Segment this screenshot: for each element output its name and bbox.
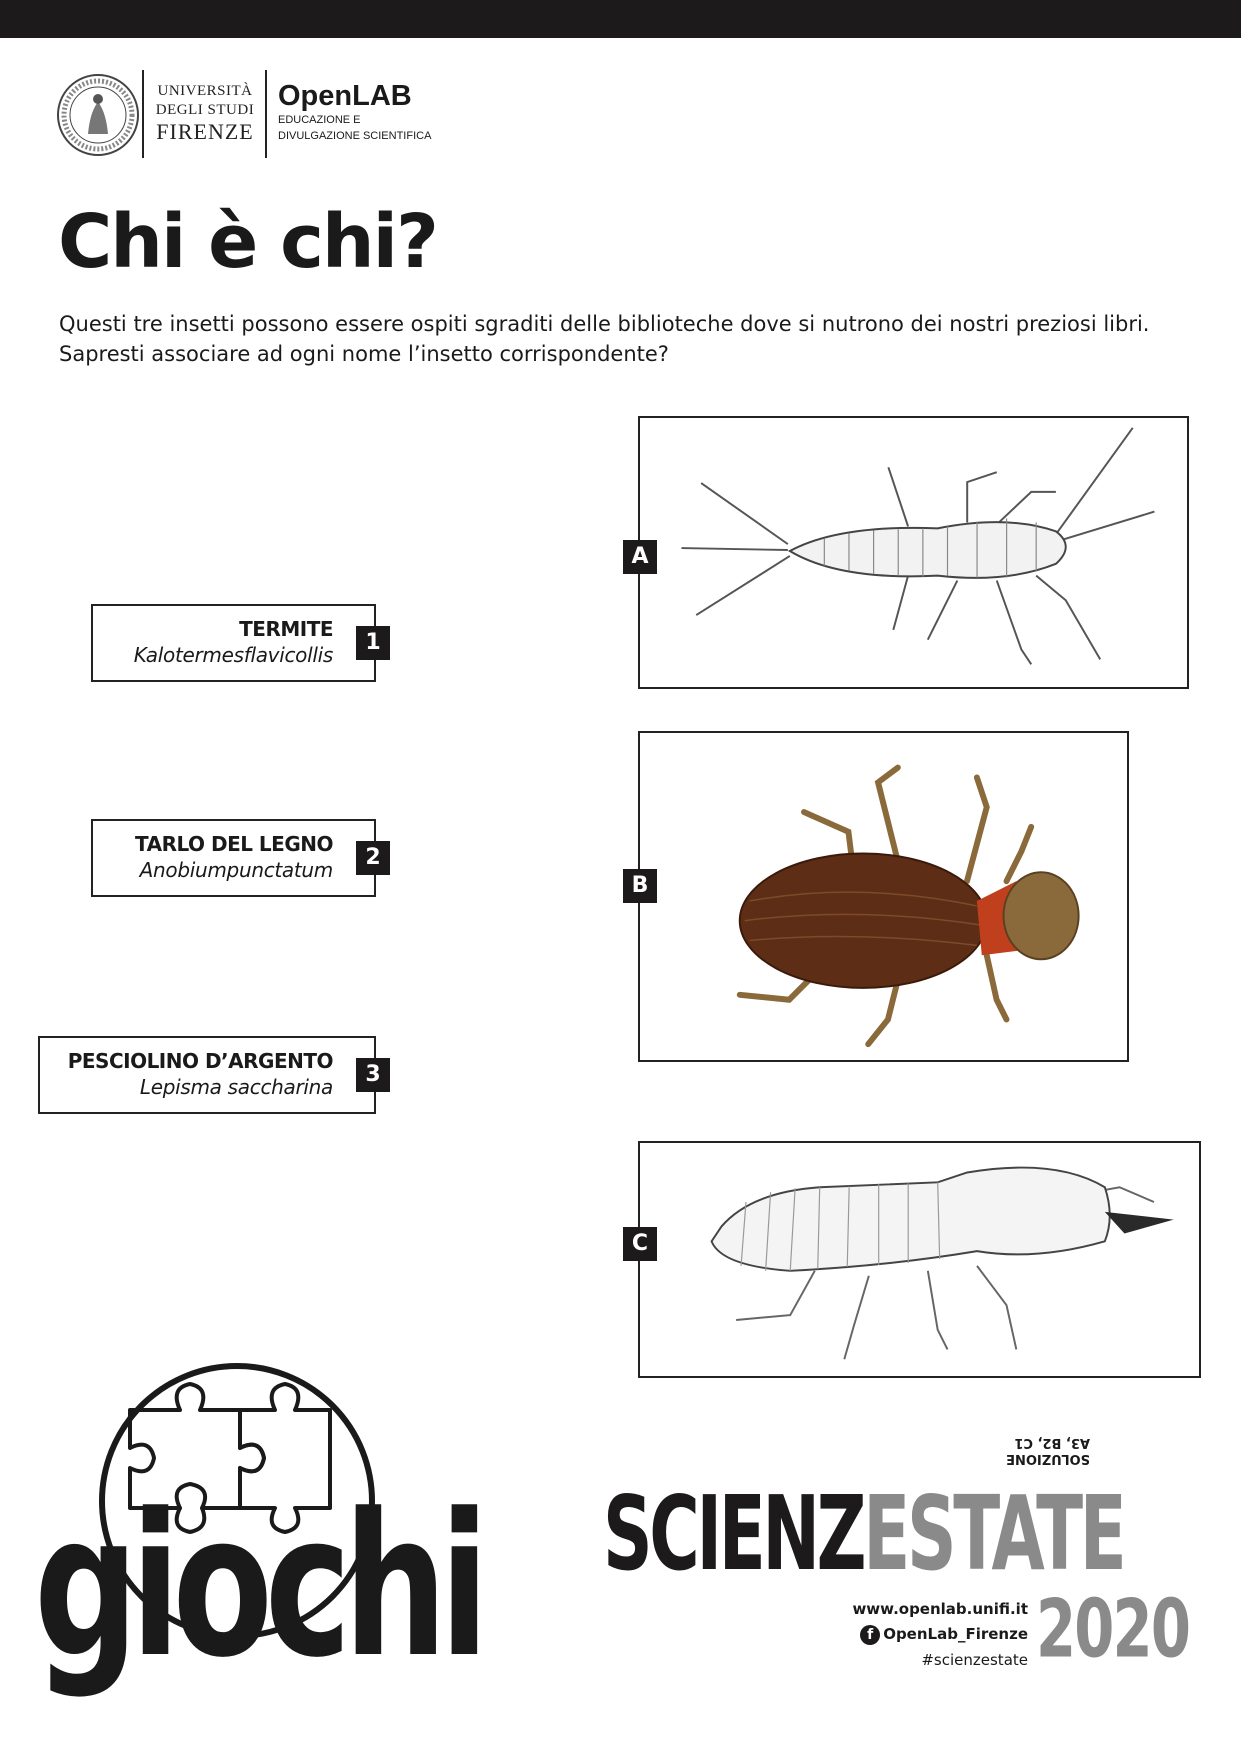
university-name [153, 84, 257, 143]
year: 2020 [1036, 1583, 1190, 1677]
number-badge: 3 [356, 1058, 390, 1092]
letter-badge: A [623, 540, 657, 574]
intro-text [59, 309, 1199, 369]
games-logo-text: giochi [34, 1471, 482, 1702]
openlab-subtitle-1: EDUCAZIONE E [278, 114, 361, 126]
picture-frame-c [631, 1141, 1201, 1378]
university-line-2: DEGLI STUDI [155, 102, 255, 118]
name-box-1 [91, 604, 381, 682]
name-box-2 [91, 819, 381, 897]
header-divider [142, 70, 144, 158]
facebook-handle: OpenLab_Firenze [883, 1625, 1028, 1643]
number-badge: 2 [356, 841, 390, 875]
brand-part-1: SCIENZ [603, 1475, 864, 1594]
scienzestate-logo [603, 1475, 1124, 1594]
solution-upside-down [1006, 1434, 1090, 1466]
solution-heading: SOLUZIONE [1006, 1451, 1090, 1466]
common-name: TARLO DEL LEGNO [135, 832, 333, 856]
university-line-3: FIRENZE [156, 119, 254, 144]
openlab-subtitle-2: DIVULGAZIONE SCIENTIFICA [278, 130, 432, 142]
number-badge: 1 [356, 626, 390, 660]
university-seal-icon [55, 72, 141, 158]
facebook-link[interactable] [852, 1621, 1028, 1647]
common-name: TERMITE [239, 617, 333, 641]
picture-frame-a [631, 416, 1189, 689]
name-box-3 [38, 1036, 381, 1114]
brand-part-2: ESTATE [863, 1475, 1124, 1594]
intro-line-2: Sapresti associare ad ogni nome l’insetto corrispondente? [59, 342, 669, 366]
contacts [852, 1597, 1028, 1673]
scientific-name: Anobiumpunctatum [139, 858, 333, 882]
header-divider [265, 70, 267, 158]
scientific-name: Kalotermesflavicollis [133, 643, 333, 667]
letter-badge: B [623, 869, 657, 903]
solution-value: A3, B2, C1 [1014, 1435, 1090, 1450]
hashtag: #scienzestate [921, 1651, 1028, 1669]
woodworm-beetle-illustration-icon [640, 733, 1127, 1060]
facebook-icon: f [860, 1625, 880, 1645]
picture-frame-b [631, 731, 1129, 1062]
scientific-name: Lepisma saccharina [139, 1075, 333, 1099]
common-name: PESCIOLINO D’ARGENTO [67, 1049, 333, 1073]
top-bar [0, 0, 1241, 38]
university-line-1: UNIVERSITÀ [157, 83, 253, 99]
silverfish-illustration-icon [640, 418, 1187, 687]
openlab-logo [278, 82, 431, 143]
openlab-title: OpenLAB [278, 80, 412, 112]
letter-badge: C [623, 1227, 657, 1261]
termite-illustration-icon [640, 1143, 1199, 1376]
intro-line-1: Questi tre insetti possono essere ospiti sgraditi delle biblioteche dove si nutrono dei nostri preziosi libri. [59, 312, 1150, 336]
website-link[interactable]: www.openlab.unifi.it [852, 1600, 1028, 1618]
page-title: Chi è chi? [58, 199, 437, 285]
